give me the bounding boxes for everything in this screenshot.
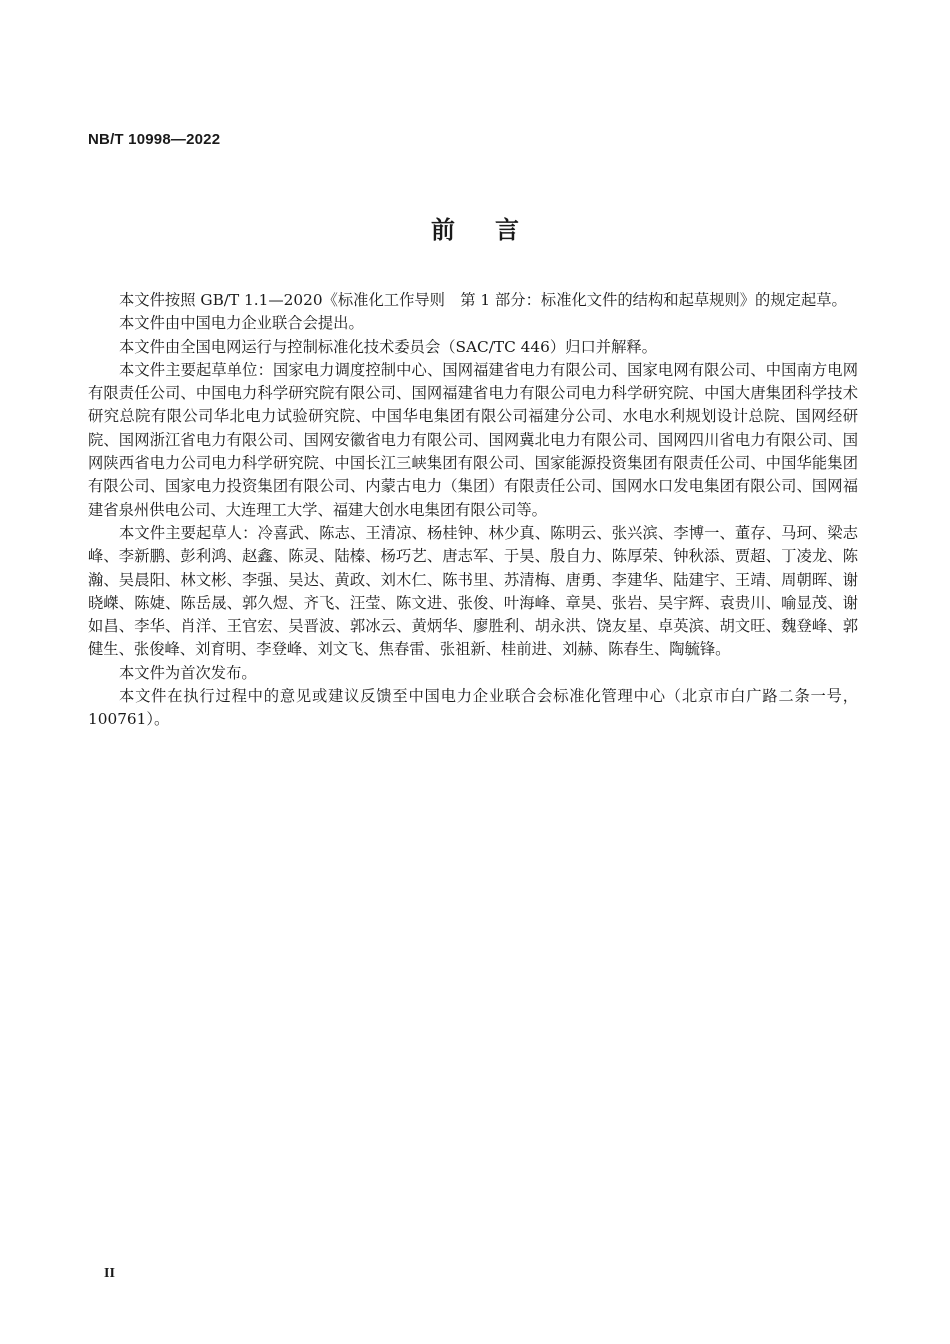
paragraph-drafting-units: 本文件主要起草单位：国家电力调度控制中心、国网福建省电力有限公司、国家电网有限公司、中国南方电网有限责任公司、中国电力科学研究院有限公司、国网福建省电力有限公司电力科学研究院、中国大唐集团科学技术研究总院有限公司华北电力试验研究院、中国华电集团有限公司福建分公司、水电水利规划设计总院、国网经研院、国网浙江省电力有限公司、国网安徽省电力有限公司、国网冀北电力有限公司、国网四川省电力有限公司、国网陕西省电力公司电力科学研究院、中国长江三峡集团有限公司、国家能源投资集团有限责任公司、中国华能集团有限公司、国家电力投资集团有限公司、内蒙古电力（集团）有限责任公司、国网水口发电集团有限公司、国网福建省泉州供电公司、大连理工大学、福建大创水电集团有限公司等。 <box>88 360 858 519</box>
paragraph-first-release: 本文件为首次发布。 <box>119 663 257 682</box>
document-code: NB/T 10998—2022 <box>88 131 221 148</box>
paragraph-feedback: 本文件在执行过程中的意见或建议反馈至中国电力企业联合会标准化管理中心（北京市白广路二条一号，100761）。 <box>88 687 858 729</box>
paragraph-proposer: 本文件由中国电力企业联合会提出。 <box>119 314 364 333</box>
paragraph-committee: 本文件由全国电网运行与控制标准化技术委员会（SAC/TC 446）归口并解释。 <box>119 337 657 356</box>
page-number: II <box>104 1266 115 1281</box>
paragraph-drafters: 本文件主要起草人：冷喜武、陈志、王清凉、杨桂钟、林少真、陈明云、张兴滨、李博一、董存、马珂、梁志峰、李新鹏、彭利鸿、赵鑫、陈灵、陆榛、杨巧艺、唐志军、于昊、殷自力、陈厚荣、钟秋添、贾超、丁凌龙、陈瀚、吴晨阳、林文彬、李强、吴达、黄政、刘木仁、陈书里、苏清梅、唐勇、李建华、陆建宇、王靖、周朝晖、谢晓嵥、陈婕、陈岳晟、郭久煜、齐飞、汪莹、陈文进、张俊、叶海峰、章昊、张岩、吴宇辉、袁贵川、喻显茂、谢如昌、李华、肖洋、王官宏、吴晋波、郭冰云、黄炳华、廖胜利、胡永洪、饶友星、卓英滨、胡文旺、魏登峰、郭健生、张俊峰、刘育明、李登峰、刘文飞、焦春雷、张祖新、桂前进、刘赫、陈春生、陶毓锋。 <box>88 523 858 659</box>
paragraph-drafting-basis: 本文件按照 GB/T 1.1—2020《标准化工作导则 第 1 部分：标准化文件的结构和起草规则》的规定起草。 <box>119 291 847 309</box>
page-title: 前言 <box>431 216 559 244</box>
foreword-body <box>88 289 858 732</box>
